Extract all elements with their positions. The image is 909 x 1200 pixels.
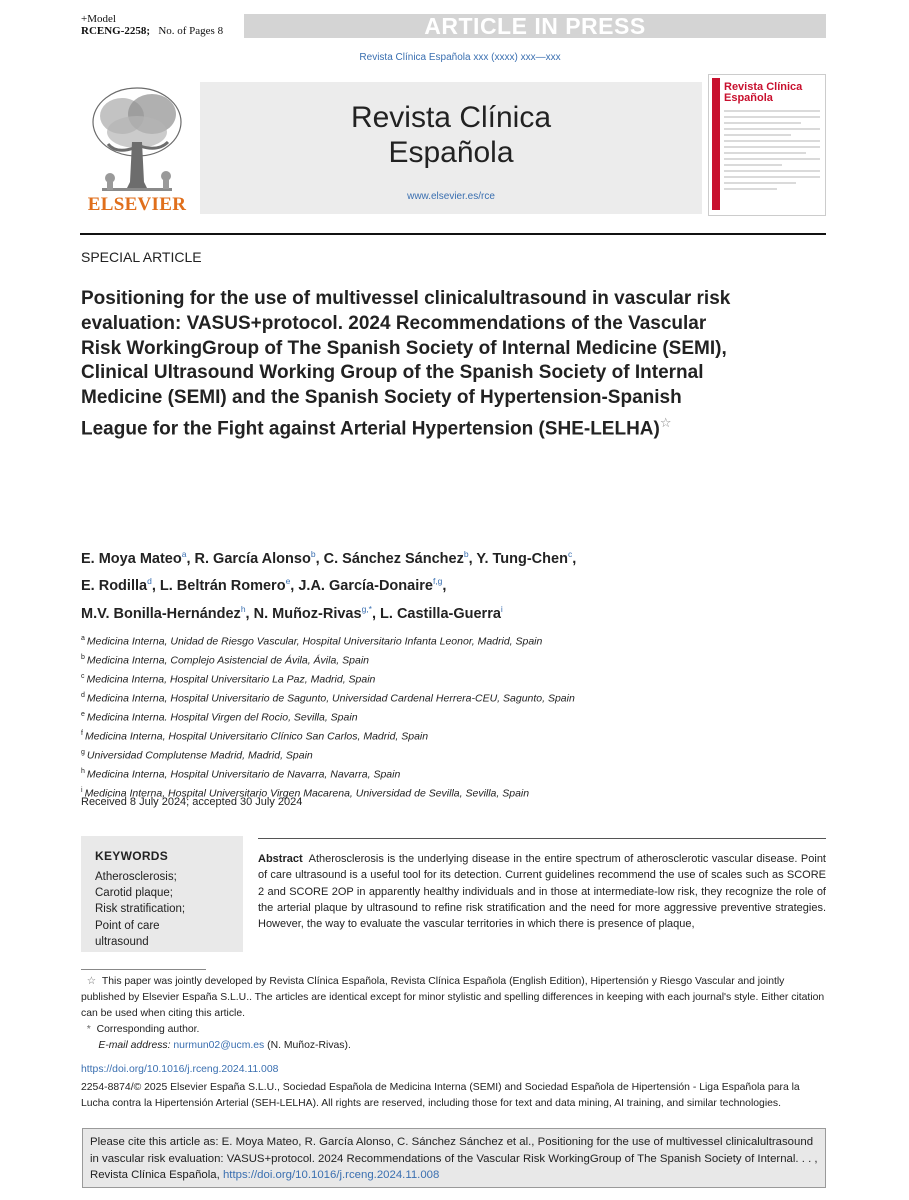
author: C. Sánchez Sánchez — [323, 550, 464, 567]
journal-url-link[interactable]: www.elsevier.es/rce — [407, 191, 495, 202]
section-label: SPECIAL ARTICLE — [81, 249, 202, 265]
email-link[interactable]: nurmun02@ucm.es — [173, 1040, 265, 1051]
author: N. Muñoz-Rivas — [253, 605, 362, 622]
author-list: E. Moya Mateo$^a$, R. García Alonso$^b$, C. Sánchez Sánchez$^b$, Y. Tung-Chen$^c$, E. Rodilla$^d$, L. Beltrán Romero$^e$, J.A. García-Donaire$^{f,g}$, M.V. Bonilla-Hernández$^h$, N. Muñoz-Rivas$^{g,*}$, L. Castilla-Guerra$^i$ — [81, 549, 577, 622]
keyword: Carotid plaque; — [95, 887, 173, 900]
copyright-notice: 2254-8874/© 2025 Elsevier España S.L.U., Sociedad Española de Medicina Interna (SEMI) and Sociedad Española de Hipertensión - Liga Española para la Lucha contra la Hipertensión Arterial (SEH-LELHA). All rights are reserved, including those for text and data mining, AI training, and similar technologies. — [81, 1082, 800, 1109]
cover-title: Revista Clínica Española — [724, 81, 803, 104]
keywords-list — [95, 869, 235, 950]
author: E. Rodilla — [81, 578, 148, 595]
ref-number: RCENG-2258; — [81, 25, 151, 37]
author: R. García Alonso — [194, 550, 311, 567]
header-rule — [80, 233, 826, 235]
author: L. Beltrán Romero — [159, 578, 286, 595]
journal-citation-line: Revista Clínica Española xxx (xxxx) xxx—xxx — [359, 52, 561, 63]
affiliation: $^a$ Medicina Interna, Unidad de Riesgo Vascular, Hospital Universitario Infanta Leonor, Madrid, Spain — [81, 635, 543, 648]
journal-title — [200, 100, 702, 170]
keywords-heading: KEYWORDS — [95, 849, 169, 863]
affiliation: $^c$ Medicina Interna, Hospital Universitario La Paz, Madrid, Spain — [81, 673, 376, 686]
author-affiliation-marker[interactable]: e — [285, 576, 291, 587]
cite-this-article-text: Please cite this article as: E. Moya Mateo, R. García Alonso, C. Sánchez Sánchez et al., Positioning for the use of multivessel clinicalultrasound in vascular risk evaluation: VASUS+protocol. 2024 Recommendations of the Vascular Risk WorkingGroup of The Spanish Society of Internal. . . , Revista Clínica Española, https://doi.org/10.1016/j.rceng.2024.11.008 — [90, 1136, 818, 1181]
author-affiliation-marker[interactable]: i — [500, 603, 503, 614]
doi-link[interactable]: https://doi.org/10.1016/j.rceng.2024.11.008 — [81, 1064, 279, 1075]
affiliation: $^e$ Medicina Interna. Hospital Virgen del Rocio, Sevilla, Spain — [81, 711, 358, 724]
journal-title-line1: Revista Clínica — [350, 101, 552, 134]
article-title-text: Positioning for the use of multivessel clinicalultrasound in vascular risk evaluation: VASUS+protocol. 2024 Recommendations of the Vascular Risk WorkingGroup of The Spanish Society of Internal Medicine (SEMI), Clinical Ultrasound Working Group of the Spanish Society of Internal Medicine (SEMI) and the Spanish Society of Hypertension-Spanish League for the Fight against Arterial Hypertension (SHE-LELHA) — [81, 288, 731, 440]
affiliation: $^h$ Medicina Interna, Hospital Universitario de Navarra, Navarra, Spain — [81, 768, 401, 781]
affiliation-list — [81, 631, 801, 802]
running-header — [81, 13, 223, 37]
author-affiliation-marker[interactable]: h — [240, 603, 246, 614]
affiliation: $^g$ Universidad Complutense Madrid, Madrid, Spain — [81, 749, 313, 762]
article-title — [81, 287, 731, 442]
keyword: Risk stratification; — [95, 903, 186, 916]
author: Y. Tung-Chen — [476, 550, 568, 567]
author-affiliation-marker[interactable]: b — [463, 549, 469, 559]
model-label: +Model — [81, 13, 116, 25]
author-affiliation-marker[interactable]: b — [310, 549, 316, 559]
footnote-corresponding: * Corresponding author. — [86, 1024, 200, 1035]
footnote-star: ☆ This paper was jointly developed by Revista Clínica Española, Revista Clínica Española (English Edition), Hipertensión y Riesgo Vascular and jointly published by Elsevier España S.L.U.. The articles are identical except for minor stylistic and spelling differences in keeping with each journal's style. Either citation can be used when citing this article. — [81, 976, 825, 1019]
cover-accent-bar — [712, 78, 720, 210]
keyword: Point of care ultrasound — [95, 919, 160, 948]
received-dates: Received 8 July 2024; accepted 30 July 2024 — [81, 796, 303, 808]
author-affiliation-marker[interactable]: g,* — [361, 603, 372, 614]
journal-title-line2: Española — [388, 136, 514, 169]
publisher-name: ELSEVIER — [87, 194, 187, 215]
star-icon: ☆ — [86, 976, 97, 987]
author-affiliation-marker[interactable]: a — [181, 549, 187, 559]
author: L. Castilla-Guerra — [380, 605, 501, 622]
abstract-text: Atherosclerosis is the underlying disease in the entire spectrum of atherosclerotic vascular disease. Point of care ultrasound is a useful tool for its detection. Current guidelines recommend the use of scales such as SCORE 2 and SCORE 2OP in apparently healthy individuals and in those at intermediate-low risk, they recognize the role of the arterial plaque by ultrasound to refine risk stratification and the need for more aggressive preventive strategies. However, the way to evaluate the vascular territories in which there is presence of plaque, — [258, 853, 826, 931]
footnotes — [81, 974, 826, 1054]
footnote-email: E-mail address: nurmun02@ucm.es (N. Muñoz-Rivas). — [98, 1040, 351, 1051]
author: M.V. Bonilla-Hernández — [81, 605, 241, 622]
cite-doi-link[interactable]: https://doi.org/10.1016/j.rceng.2024.11.008 — [222, 1169, 440, 1181]
footnote-rule — [81, 969, 206, 970]
author: J.A. García-Donaire — [298, 578, 433, 595]
abstract-label: Abstract — [258, 853, 303, 865]
author: E. Moya Mateo — [81, 550, 182, 567]
author-affiliation-marker[interactable]: f,g — [432, 576, 443, 587]
affiliation: $^f$ Medicina Interna, Hospital Universitario Clínico San Carlos, Madrid, Spain — [81, 730, 429, 743]
affiliation: $^i$ Medicina Interna, Hospital Universitario Virgen Macarena, Universidad de Sevilla, Sevilla, Spain — [81, 787, 530, 800]
abstract — [258, 851, 826, 932]
author-affiliation-marker[interactable]: d — [147, 576, 152, 587]
asterisk-icon: * — [86, 1024, 91, 1035]
abstract-rule — [258, 838, 826, 839]
keyword: Atherosclerosis; — [95, 871, 177, 883]
affiliation: $^b$ Medicina Interna, Complejo Asistencial de Ávila, Ávila, Spain — [81, 654, 369, 667]
page-count: No. of Pages 8 — [158, 25, 224, 37]
title-footnote-star-icon[interactable]: ☆ — [659, 414, 672, 430]
banner-text: ARTICLE IN PRESS — [424, 13, 646, 39]
cover-text-lines — [724, 110, 820, 194]
author-affiliation-marker[interactable]: c — [567, 549, 573, 559]
affiliation: $^d$ Medicina Interna, Hospital Universitario de Sagunto, Universidad Cardenal Herrera-CEU, Sagunto, Spain — [81, 692, 575, 705]
